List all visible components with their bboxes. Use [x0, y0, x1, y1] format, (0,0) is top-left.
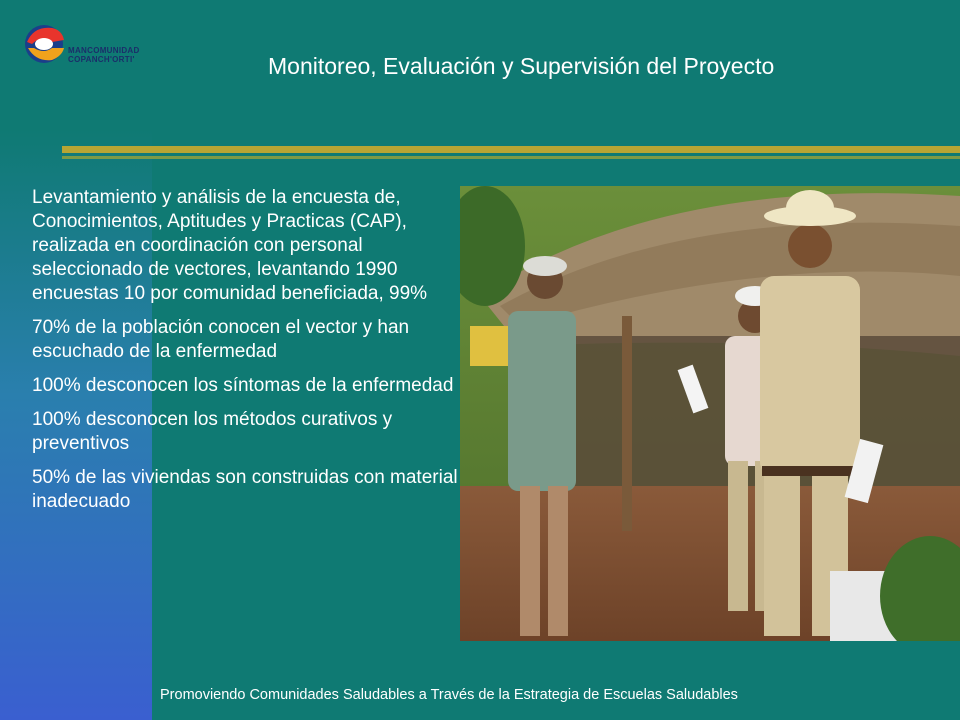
paragraph-curative-methods: 100% desconocen los métodos curativos y preventivos — [32, 409, 393, 454]
content-text — [32, 186, 472, 524]
paragraph-vector-knowledge: 70% de la población conocen el vector y han escuchado de la enfermedad — [32, 317, 410, 362]
logo-text-line2: COPANCH'ORTI' — [68, 55, 135, 64]
green-rule — [62, 156, 960, 159]
gold-rule — [62, 146, 960, 153]
paragraph-symptoms: 100% desconocen los síntomas de la enfermedad — [32, 375, 454, 396]
footer-text: Promoviendo Comunidades Saludables a Través de la Estrategia de Escuelas Saludables — [160, 687, 738, 703]
mancomunidad-logo — [22, 20, 172, 70]
field-survey-photo — [460, 186, 960, 641]
paragraph-cap-survey: Levantamiento y análisis de la encuesta de, Conocimientos, Aptitudes y Practicas (CAP), realizada en coordinación con personal seleccionado de vectores, levantando 1990 encuestas 10 por comunidad beneficiada, 99% — [32, 187, 428, 304]
photo-scene — [460, 186, 960, 641]
logo-text-line1: MANCOMUNIDAD — [68, 46, 140, 55]
paragraph-housing: 50% de las viviendas son construidas con material inadecuado — [32, 467, 458, 512]
slide-title: Monitoreo, Evaluación y Supervisión del Proyecto — [268, 53, 775, 79]
